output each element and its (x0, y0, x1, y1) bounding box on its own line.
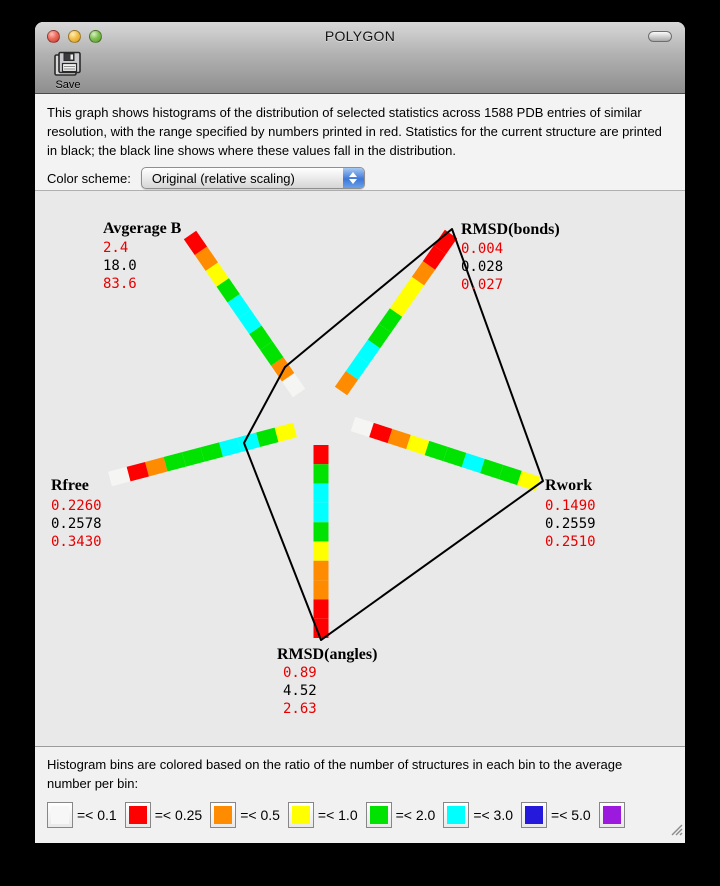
axis-label-average_b: Avgerage B (103, 220, 182, 237)
dropdown-stepper-icon (343, 168, 364, 188)
save-floppy-icon (53, 51, 83, 78)
resize-grip[interactable] (668, 821, 683, 841)
axis-min-rmsd_angles: 0.89 (283, 665, 317, 681)
axis-min-rmsd_bonds: 0.004 (461, 241, 504, 257)
histogram-segment-rwork-0 (353, 424, 372, 430)
histogram-segment-rmsd_bonds-7 (418, 265, 429, 281)
histogram-segment-rwork-8 (501, 472, 520, 478)
titlebar[interactable] (35, 22, 685, 50)
histogram-segment-rfree-8 (129, 469, 148, 474)
histogram-segment-rfree-2 (240, 440, 259, 445)
axis-current-rmsd_angles: 4.52 (283, 683, 317, 699)
legend-panel (35, 746, 685, 843)
histogram-segment-average_b-0 (288, 377, 299, 393)
histogram-segment-rfree-4 (203, 450, 222, 455)
axis-max-rfree: 0.3430 (51, 534, 102, 550)
histogram-segment-average_b-4 (245, 314, 256, 330)
color-scheme-label: Color scheme: (47, 170, 131, 186)
legend-bin-label-3: =< 1.0 (317, 807, 358, 823)
legend-bin-color-7 (603, 806, 621, 824)
color-scheme-dropdown[interactable] (141, 167, 365, 189)
axis-label-rmsd_angles: RMSD(angles) (277, 646, 378, 663)
legend-bin-swatch-1[interactable] (125, 802, 151, 828)
histogram-segment-rfree-6 (166, 459, 185, 464)
axis-min-rfree: 0.2260 (51, 498, 102, 514)
axis-max-average_b: 83.6 (103, 276, 137, 292)
legend-bin-color-5 (447, 806, 465, 824)
axis-current-average_b: 18.0 (103, 258, 137, 274)
histogram-segment-rwork-9 (520, 478, 539, 484)
legend-bin-swatch-0[interactable] (47, 802, 73, 828)
histogram-segment-rwork-5 (446, 454, 465, 460)
polygon-chart (35, 191, 685, 746)
axis-current-rfree: 0.2578 (51, 516, 102, 532)
color-scheme-row (47, 167, 673, 189)
histogram-segment-average_b-5 (234, 298, 245, 314)
histogram-segment-rfree-9 (110, 474, 129, 479)
histogram-segment-rmsd_bonds-8 (429, 250, 440, 266)
histogram-segment-rmsd_bonds-5 (396, 297, 407, 313)
histogram-segment-rmsd_bonds-2 (363, 344, 374, 360)
legend-bin-swatch-7[interactable] (599, 802, 625, 828)
histogram-segment-rfree-7 (147, 464, 166, 469)
save-button[interactable] (47, 51, 89, 91)
histogram-segment-average_b-6 (223, 282, 234, 298)
legend-bin-label-2: =< 0.5 (240, 807, 280, 823)
axis-min-rwork: 0.1490 (545, 498, 596, 514)
polygon-window (35, 22, 685, 843)
window-chrome (35, 22, 685, 94)
axis-label-rmsd_bonds: RMSD(bonds) (461, 221, 560, 238)
histogram-segment-rmsd_bonds-6 (407, 281, 418, 297)
legend-bin-color-4 (370, 806, 388, 824)
histogram-segment-rmsd_bonds-3 (374, 328, 385, 344)
axis-max-rmsd_bonds: 0.027 (461, 277, 504, 293)
legend-bin-label-6: =< 5.0 (551, 807, 591, 823)
axis-min-average_b: 2.4 (103, 240, 129, 256)
histogram-segment-rmsd_bonds-1 (352, 360, 363, 376)
description-panel (35, 94, 685, 191)
window-title: POLYGON (324, 28, 396, 44)
histogram-segment-rwork-2 (390, 436, 409, 442)
histogram-segment-rfree-3 (221, 445, 240, 450)
axis-max-rwork: 0.2510 (545, 534, 596, 550)
histogram-segment-average_b-7 (212, 267, 223, 283)
legend-bin-color-0 (51, 806, 69, 824)
up-arrow-icon (349, 172, 357, 177)
axis-label-rfree: Rfree (51, 477, 89, 494)
histogram-segment-average_b-8 (201, 251, 212, 267)
plot-panel (35, 191, 685, 746)
histogram-segment-rmsd_bonds-4 (385, 313, 396, 329)
axis-label-rwork: Rwork (545, 477, 593, 494)
histogram-segment-rmsd_bonds-0 (341, 375, 352, 391)
legend-bin-label-5: =< 3.0 (473, 807, 514, 823)
axis-current-rmsd_bonds: 0.028 (461, 259, 504, 275)
legend-text: Histogram bins are colored based on the ratio of the number of structures in each bin to the average number per bin: (47, 757, 623, 791)
legend-bin-label-1: =< 0.25 (154, 807, 203, 823)
histogram-segment-rwork-4 (427, 448, 446, 454)
color-scheme-selected-value: Original (relative scaling) (151, 170, 295, 186)
histogram-segment-rfree-1 (258, 435, 277, 440)
histogram-segment-average_b-2 (266, 346, 277, 362)
legend-bin-swatch-4[interactable] (366, 802, 392, 828)
legend-bin-color-2 (214, 806, 232, 824)
legend-bin-color-1 (129, 806, 147, 824)
histogram-segment-rfree-0 (277, 430, 296, 435)
legend-bin-label-0: =< 0.1 (77, 807, 117, 823)
axis-current-rwork: 0.2559 (545, 516, 596, 532)
description-text: This graph shows histograms of the distribution of selected statistics across 1588 PDB entries of similar resolution, with the range specified by numbers printed in red. Statistics for the current structure are printed in black; the black line shows where these values fall in the distribution. (47, 105, 662, 158)
legend-bin-label-4: =< 2.0 (395, 807, 436, 823)
histogram-segment-average_b-3 (255, 330, 266, 346)
histogram-segment-rwork-3 (409, 442, 428, 448)
down-arrow-icon (349, 179, 357, 184)
histogram-segment-average_b-9 (190, 235, 201, 251)
legend-bin-swatch-5[interactable] (443, 802, 469, 828)
axis-max-rmsd_angles: 2.63 (283, 701, 317, 717)
legend-bin-color-3 (292, 806, 310, 824)
legend-bin-color-6 (525, 806, 543, 824)
legend-bins-row (47, 802, 673, 828)
histogram-segment-rwork-1 (372, 430, 391, 436)
toolbar (47, 51, 89, 91)
toolbar-toggle-button[interactable] (648, 31, 672, 42)
legend-bin-swatch-2[interactable] (210, 802, 236, 828)
legend-bin-swatch-6[interactable] (521, 802, 547, 828)
legend-bin-swatch-3[interactable] (288, 802, 314, 828)
save-button-label: Save (55, 79, 81, 91)
histogram-segment-rwork-7 (483, 466, 502, 472)
histogram-segment-rwork-6 (464, 460, 483, 466)
histogram-segment-rfree-5 (184, 455, 203, 460)
